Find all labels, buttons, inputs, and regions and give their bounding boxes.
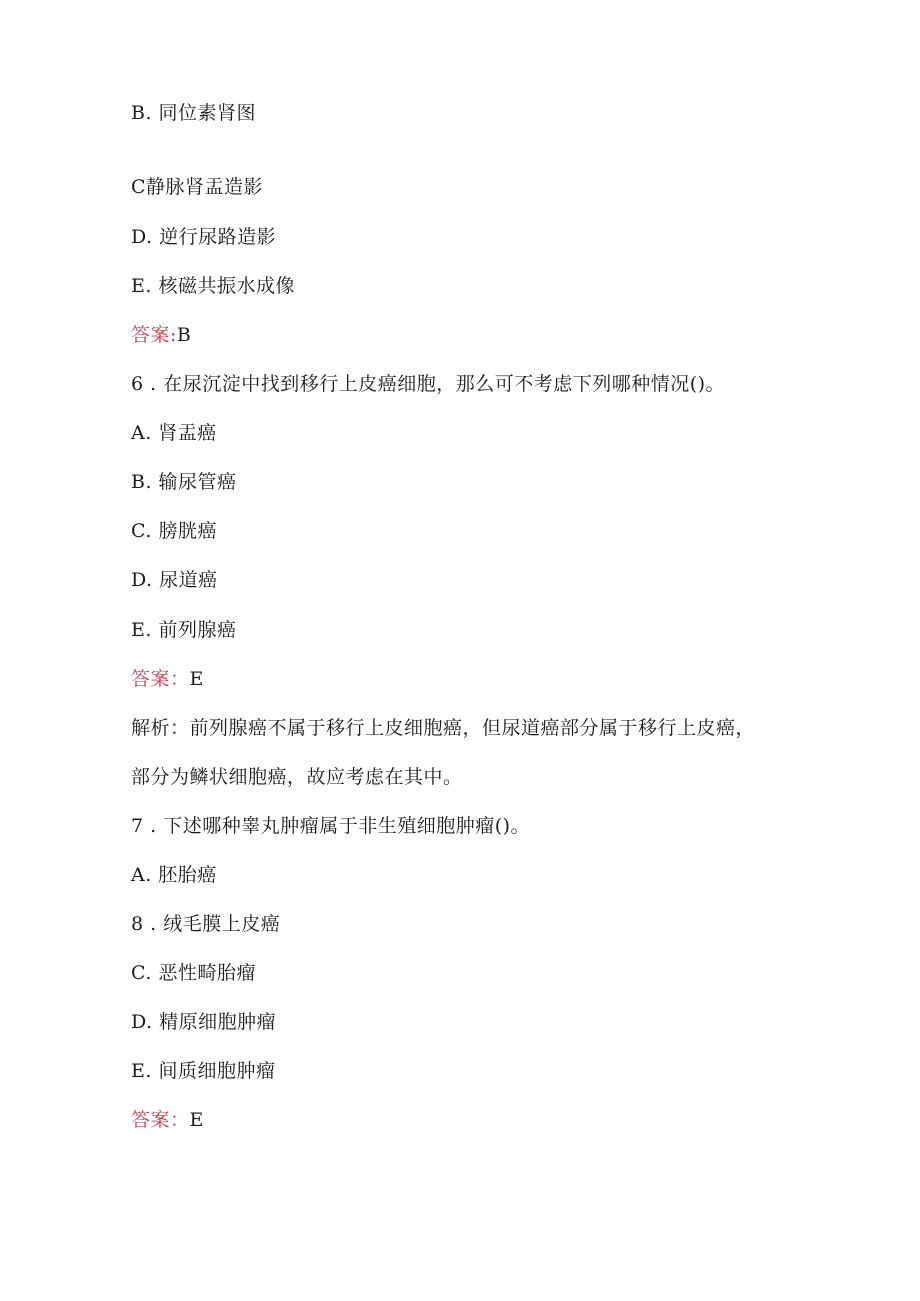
option-c-iv-pyelography: C静脉肾盂造影 [131, 176, 264, 198]
question-7: 7 . 下述哪种睾丸肿瘤属于非生殖细胞肿瘤()。 [131, 815, 531, 837]
option-b-numbered: 8 . 绒毛膜上皮癌 [131, 913, 281, 935]
option-d: D. 精原细胞肿瘤 [131, 1011, 277, 1033]
option-e: E. 前列腺癌 [131, 619, 237, 641]
option-a: A. 胚胎癌 [131, 864, 217, 886]
option-d: D. 尿道癌 [131, 569, 218, 591]
answer-line [131, 1108, 204, 1132]
option-e: E. 间质细胞肿瘤 [131, 1060, 276, 1082]
option-e-mr-hydrography: E. 核磁共振水成像 [131, 275, 295, 297]
answer-value: E [189, 1109, 204, 1131]
option-a: A. 肾盂癌 [131, 422, 217, 444]
option-b-isotope-renogram: B. 同位素肾图 [131, 102, 257, 124]
answer-line [131, 323, 191, 347]
explanation-line-1: 解析：前列腺癌不属于移行上皮细胞癌，但尿道癌部分属于移行上皮癌， [131, 717, 756, 739]
option-c: C. 膀胱癌 [131, 520, 217, 542]
answer-label: 答案: [131, 324, 177, 346]
answer-value: E [189, 668, 204, 690]
answer-label: 答案： [131, 668, 190, 690]
option-c: C. 恶性畸胎瘤 [131, 962, 256, 984]
option-d-retrograde-urography: D. 逆行尿路造影 [131, 226, 277, 248]
answer-label: 答案： [131, 1109, 190, 1131]
answer-line [131, 667, 204, 691]
explanation-line-2: 部分为鳞状细胞癌，故应考虑在其中。 [131, 766, 463, 788]
answer-value: B [176, 324, 192, 346]
question-6: 6 . 在尿沉淀中找到移行上皮癌细胞，那么可不考虑下列哪种情况()。 [131, 373, 726, 395]
option-b: B. 输尿管癌 [131, 471, 237, 493]
